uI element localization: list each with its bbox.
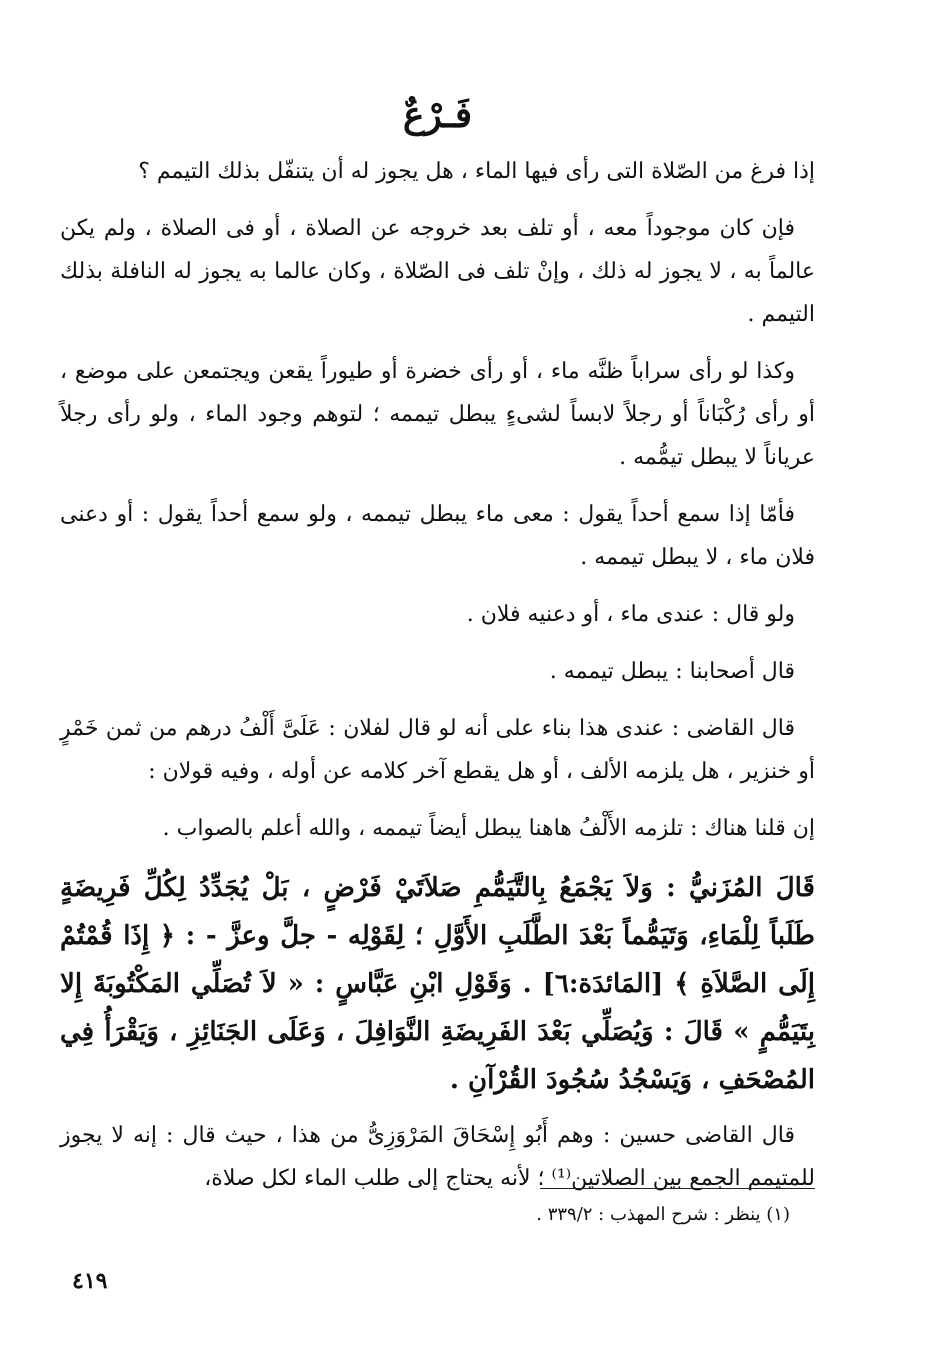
paragraph-6: قال أصحابنا : يبطل تيممه .: [549, 659, 795, 684]
paragraph-4: فأمّا إذا سمع أحداً يقول : معى ماء يبطل تيممه ، ولو سمع أحداً يقول : أو دعنى فلان ماء ، لا يبطل تيممه .: [60, 502, 815, 570]
footnote: (١) ينظر : شرح المهذب : ٣٣٩/٢ .: [536, 1204, 790, 1225]
paragraph-5: ولو قال : عندى ماء ، أو دعنيه فلان .: [466, 602, 795, 627]
paragraph-last: قال القاضى حسين : وهم أَبُو إِسْحَاقَ المَرْوَزِىُّ من هذا ، حيث قال : إنه لا يجوز للمتيمم الجمع بين الصلاتين⁽¹⁾ ؛ لأنه يحتاج إلى طلب الماء لكل صلاة،: [60, 1123, 815, 1191]
paragraph-7: قال القاضى : عندى هذا بناء على أنه لو قال لفلان : عَلَىَّ أَلْفُ درهم من ثمن خَمْرٍ أو خنزير ، هل يلزمه الألف ، أو هل يقطع آخر كلامه عن أوله ، وفيه قولان :: [60, 716, 815, 784]
page-number: ٤١٩: [72, 1268, 108, 1294]
paragraph-8: إن قلنا هناك : تلزمه الأَلْفُ هاهنا يبطل أيضاً تيممه ، والله أعلم بالصواب .: [162, 816, 815, 841]
paragraph-3: وكذا لو رأى سراباً ظنَّه ماء ، أو رأى خضرة أو طيوراً يقعن ويجتمعن على موضع ، أو رأى رُكْبَاناً أو رجلاً لابساً لشىءٍ يبطل تيممه ؛ لتوهم وجود الماء ، ولو رأى رجلاً عرياناً لا يبطل تيمُّمه .: [60, 359, 815, 470]
matn-text: قَالَ المُزَنيُّ : وَلاَ يَجْمَعُ بِالتَّيَمُّمِ صَلاَتَيْ فَرْضٍ ، بَلْ يُجَدِّدُ لِكُلِّ فَرِيضَةٍ طَلَباً لِلْمَاءِ، وَتَيَمُّماً بَعْدَ الطَّلَبِ الأَوَّلِ ؛ لِقَوْلِه - جلَّ وعزَّ - : ﴿ إِذَا قُمْتُمْ إِلَى الصَّلاَةِ ﴾ [المَائدَة:٦] . وَقَوْلِ ابْنِ عَبَّاسٍ : « لاَ تُصَلِّي المَكْتُوبَةَ إِلا بِتَيَمُّمٍ » قَالَ : وَيُصَلِّي بَعْدَ الفَرِيضَةِ النَّوَافِلَ ، وَعَلَى الجَنَائِزِ ، وَيَقْرَأُ فِي المُصْحَفِ ، وَيَسْجُدُ سُجُودَ القُرْآنِ .: [60, 873, 815, 1095]
section-heading: فَـرْعٌ: [402, 94, 473, 136]
page-body: [60, 90, 815, 1320]
paragraph-1: إذا فرغ من الصّلاة التى رأى فيها الماء ، هل يجوز له أن يتنفّل بذلك التيمم ؟: [138, 159, 815, 184]
footnote-divider: [540, 1188, 815, 1189]
paragraph-2: فإن كان موجوداً معه ، أو تلف بعد خروجه عن الصلاة ، أو فى الصلاة ، ولم يكن عالماً به ، لا يجوز له ذلك ، وإنْ تلف فى الصّلاة ، وكان عالما به يجوز له النافلة بذلك التيمم .: [60, 216, 815, 327]
